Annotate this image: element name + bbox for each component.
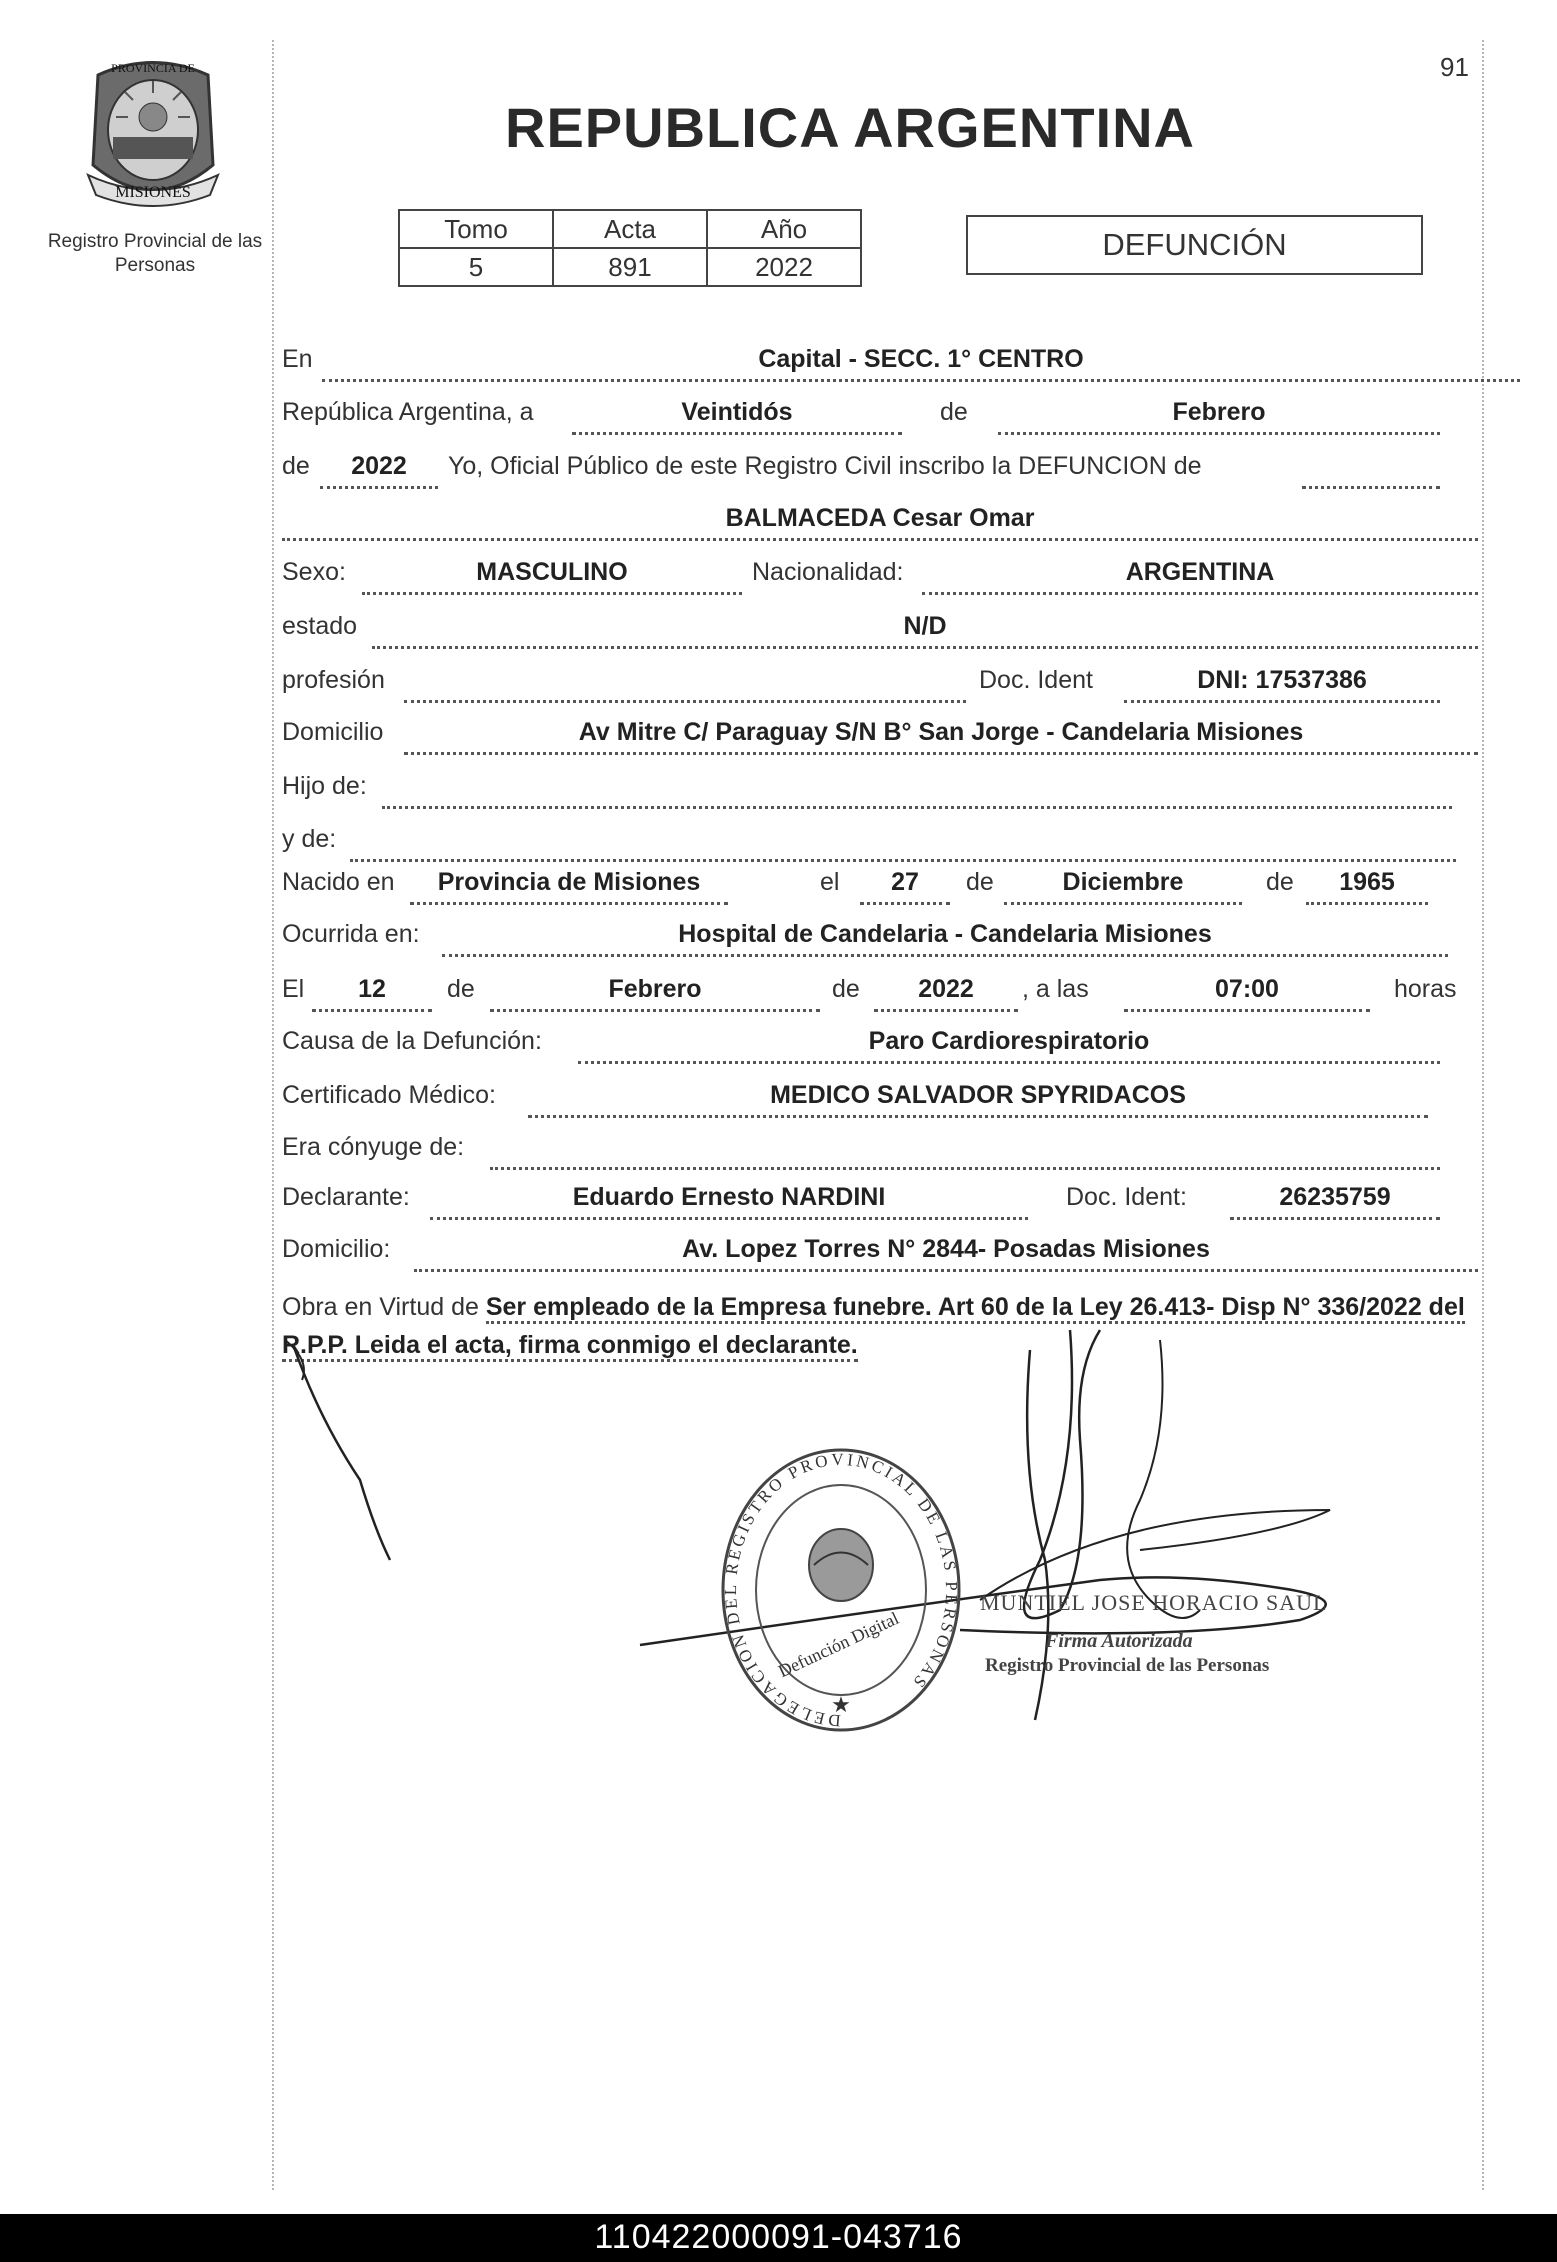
label-de-2: de — [282, 452, 310, 480]
label-el-nac: el — [820, 868, 840, 896]
label-ocurrida-en: Ocurrida en: — [282, 920, 420, 948]
field-doc: DNI: 17537386 — [1124, 666, 1440, 703]
label-y-de: y de: — [282, 825, 337, 853]
record-type: DEFUNCIÓN — [966, 215, 1423, 275]
field-y-de — [350, 825, 1456, 862]
header-acta: Acta — [553, 210, 707, 248]
logo-text-top: PROVINCIA DE — [111, 61, 195, 75]
field-def-mes: Febrero — [490, 975, 820, 1012]
label-profesion: profesión — [282, 666, 385, 694]
label-hijo-de: Hijo de: — [282, 772, 367, 800]
label-yo-oficial: Yo, Oficial Público de este Registro Civil inscribo la DEFUNCION de — [448, 452, 1202, 480]
field-hijo-de — [382, 772, 1452, 809]
value-tomo: 5 — [399, 248, 553, 286]
label-sexo: Sexo: — [282, 558, 346, 586]
label-horas: horas — [1394, 975, 1457, 1003]
signature-stamp-role: Firma Autorizada — [1045, 1630, 1193, 1652]
field-def-anio: 2022 — [874, 975, 1018, 1012]
label-doc-ident: Doc. Ident — [979, 666, 1093, 694]
field-domicilio: Av Mitre C/ Paraguay S/N B° San Jorge - Candelaria Misiones — [404, 718, 1478, 755]
field-obra: Ser empleado de la Empresa funebre. Art 60 de la Ley 26.413- Disp N° 336/2022 del R.P.P. Leida el acta, firma conmigo el declarante. — [282, 1293, 1465, 1362]
field-conyuge — [490, 1133, 1440, 1170]
label-de-1: de — [940, 398, 968, 426]
label-certificado: Certificado Médico: — [282, 1081, 496, 1109]
value-acta: 891 — [553, 248, 707, 286]
page-number: 91 — [1440, 52, 1469, 82]
field-nacido-en: Provincia de Misiones — [410, 868, 728, 905]
field-nac-dia: 27 — [860, 868, 950, 905]
label-doc-ident-declarante: Doc. Ident: — [1066, 1183, 1187, 1211]
field-sexo: MASCULINO — [362, 558, 742, 595]
field-nac-anio: 1965 — [1306, 868, 1428, 905]
label-de-nac-2: de — [1266, 868, 1294, 896]
label-de-def-2: de — [832, 975, 860, 1003]
seal-ring-text: DELEGACION DEL REGISTRO PROVINCIAL DE LAS PERSONAS — [721, 1449, 962, 1731]
star-icon: ★ — [831, 1692, 851, 1717]
field-declarante-doc: 26235759 — [1230, 1183, 1440, 1220]
field-certificado: MEDICO SALVADOR SPYRIDACOS — [528, 1081, 1428, 1118]
field-causa: Paro Cardiorespiratorio — [578, 1027, 1440, 1064]
field-nacionalidad: ARGENTINA — [922, 558, 1478, 595]
record-table — [398, 209, 862, 287]
label-nacionalidad: Nacionalidad: — [752, 558, 904, 586]
registry-seal-stamp — [716, 1440, 966, 1740]
label-el: El — [282, 975, 305, 1003]
field-profesion — [404, 666, 966, 703]
label-de-def-1: de — [447, 975, 475, 1003]
field-ocurrida-en: Hospital de Candelaria - Candelaria Misiones — [442, 920, 1448, 957]
header-tomo: Tomo — [399, 210, 553, 248]
signature-stamp-office: Registro Provincial de las Personas — [985, 1655, 1270, 1676]
field-dia-registro: Veintidós — [572, 398, 902, 435]
seal-inner-text: Defunción Digital — [775, 1607, 902, 1682]
label-conyuge: Era cónyuge de: — [282, 1133, 465, 1161]
header-anio: Año — [707, 210, 861, 248]
field-def-dia: 12 — [312, 975, 432, 1012]
field-anio-registro: 2022 — [320, 452, 438, 489]
field-nombre: BALMACEDA Cesar Omar — [282, 504, 1478, 541]
field-mes-registro: Febrero — [998, 398, 1440, 435]
province-coat-of-arms-logo — [78, 55, 228, 210]
line-fill-inscripcion — [1302, 452, 1440, 489]
field-lugar: Capital - SECC. 1° CENTRO — [322, 345, 1520, 382]
page-title: REPUBLICA ARGENTINA — [505, 96, 1195, 159]
label-domicilio: Domicilio — [282, 718, 384, 746]
signature-stamp-name: MUNTIEL JOSE HORACIO SAUL — [980, 1590, 1328, 1615]
label-nacido-en: Nacido en — [282, 868, 395, 896]
field-estado: N/D — [372, 612, 1478, 649]
label-a-las: , a las — [1022, 975, 1089, 1003]
field-def-hora: 07:00 — [1124, 975, 1370, 1012]
label-domicilio-declarante: Domicilio: — [282, 1235, 391, 1263]
field-declarante: Eduardo Ernesto NARDINI — [430, 1183, 1028, 1220]
field-declarante-domicilio: Av. Lopez Torres N° 2844- Posadas Misiones — [414, 1235, 1478, 1272]
label-declarante: Declarante: — [282, 1183, 410, 1211]
barcode-number: 110422000091-043716 — [594, 2218, 963, 2256]
label-obra: Obra en Virtud de — [282, 1293, 479, 1321]
value-anio: 2022 — [707, 248, 861, 286]
label-republica: República Argentina, a — [282, 398, 534, 426]
label-estado: estado — [282, 612, 358, 640]
label-en: En — [282, 345, 313, 373]
field-nac-mes: Diciembre — [1004, 868, 1242, 905]
left-margin-line — [272, 40, 274, 2190]
label-de-nac-1: de — [966, 868, 994, 896]
logo-text-bottom: MISIONES — [115, 184, 191, 201]
label-causa: Causa de la Defunción: — [282, 1027, 542, 1055]
registry-name: Registro Provincial de las Personas — [47, 231, 263, 276]
